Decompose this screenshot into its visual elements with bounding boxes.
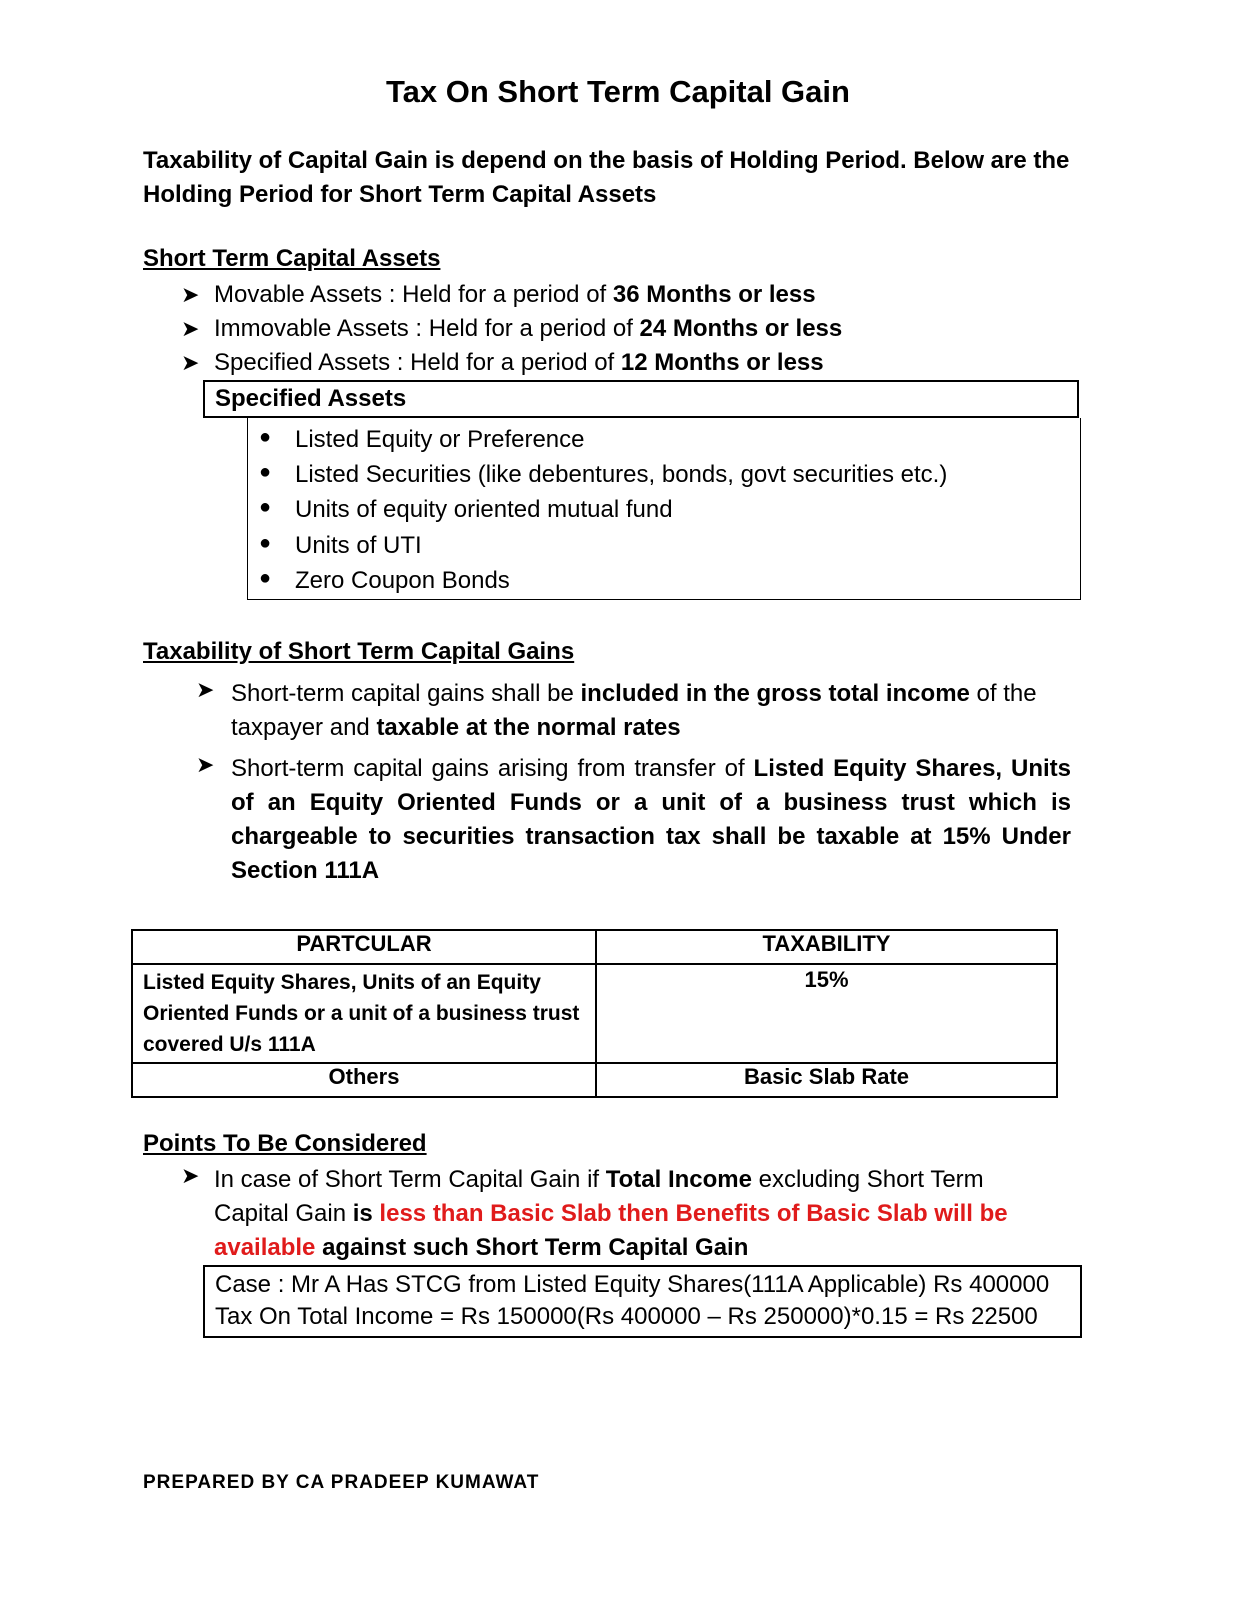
list-item: ● Units of UTI xyxy=(259,532,422,559)
table-cell: Others xyxy=(132,1063,596,1097)
bullet-icon: ● xyxy=(259,426,272,448)
arrow-bullet-icon: ➤ xyxy=(181,350,200,375)
list-item: ➤ In case of Short Term Capital Gain if Total Income excluding Short Term Capital Gain is less than Basic Slab then Benefits of Basic Slab will be available against such Short Term Capital Gain xyxy=(181,1163,1008,1261)
column-header: PARTCULAR xyxy=(132,930,596,964)
bullet-icon: ● xyxy=(259,567,272,589)
list-item: ● Zero Coupon Bonds xyxy=(259,567,510,594)
list-item: ● Units of equity oriented mutual fund xyxy=(259,496,673,523)
specified-assets-header: Specified Assets xyxy=(203,380,1079,418)
list-item: ● Listed Equity or Preference xyxy=(259,426,585,453)
footer-credit: PREPARED BY CA PRADEEP KUMAWAT xyxy=(143,1472,540,1493)
section-heading-taxability: Taxability of Short Term Capital Gains xyxy=(143,638,575,665)
arrow-bullet-icon: ➤ xyxy=(181,282,200,307)
section-heading-short-term-assets: Short Term Capital Assets xyxy=(143,245,441,272)
table-cell: 15% xyxy=(596,964,1057,1063)
list-item: ➤ Specified Assets : Held for a period of 12 Months or less xyxy=(181,346,824,380)
arrow-bullet-icon: ➤ xyxy=(181,316,200,341)
table-cell: Basic Slab Rate xyxy=(596,1063,1057,1097)
bullet-icon: ● xyxy=(259,496,272,518)
case-line: Tax On Total Income = Rs 150000(Rs 400000 – Rs 250000)*0.15 = Rs 22500 xyxy=(215,1303,1038,1330)
table-cell: Listed Equity Shares, Units of an Equity Oriented Funds or a unit of a business trust covered U/s 111A xyxy=(132,964,596,1063)
bullet-icon: ● xyxy=(259,461,272,483)
arrow-bullet-icon: ➤ xyxy=(196,677,215,702)
table-row xyxy=(132,964,1057,1063)
intro-text: Taxability of Capital Gain is depend on the basis of Holding Period. Below are the Holding Period for Short Term Capital Assets xyxy=(143,147,1070,208)
section-heading-points: Points To Be Considered xyxy=(143,1130,427,1157)
specified-assets-list xyxy=(247,418,1081,600)
arrow-bullet-icon: ➤ xyxy=(196,752,215,777)
list-item: ➤ Short-term capital gains shall be included in the gross total income of the taxpayer and taxable at the normal rates xyxy=(196,677,1037,741)
list-item: ➤ Movable Assets : Held for a period of 36 Months or less xyxy=(181,278,816,312)
page-title: Tax On Short Term Capital Gain xyxy=(386,74,850,109)
table-header-row xyxy=(132,930,1057,964)
example-case-box xyxy=(203,1265,1082,1338)
case-line: Case : Mr A Has STCG from Listed Equity Shares(111A Applicable) Rs 400000 xyxy=(215,1271,1050,1298)
list-item: ➤ Short-term capital gains arising from transfer of Listed Equity Shares, Units of an Equity Oriented Funds or a unit of a business trust which is chargeable to securities transaction tax shall be taxable at 15% Under Section 111A xyxy=(196,752,1072,884)
column-header: TAXABILITY xyxy=(596,930,1057,964)
list-item: ➤ Immovable Assets : Held for a period of 24 Months or less xyxy=(181,312,842,346)
table-row xyxy=(132,1063,1057,1097)
taxability-table xyxy=(131,929,1058,1098)
list-item: ● Listed Securities (like debentures, bonds, govt securities etc.) xyxy=(259,461,948,488)
arrow-bullet-icon: ➤ xyxy=(181,1163,200,1188)
bullet-icon: ● xyxy=(259,532,272,554)
